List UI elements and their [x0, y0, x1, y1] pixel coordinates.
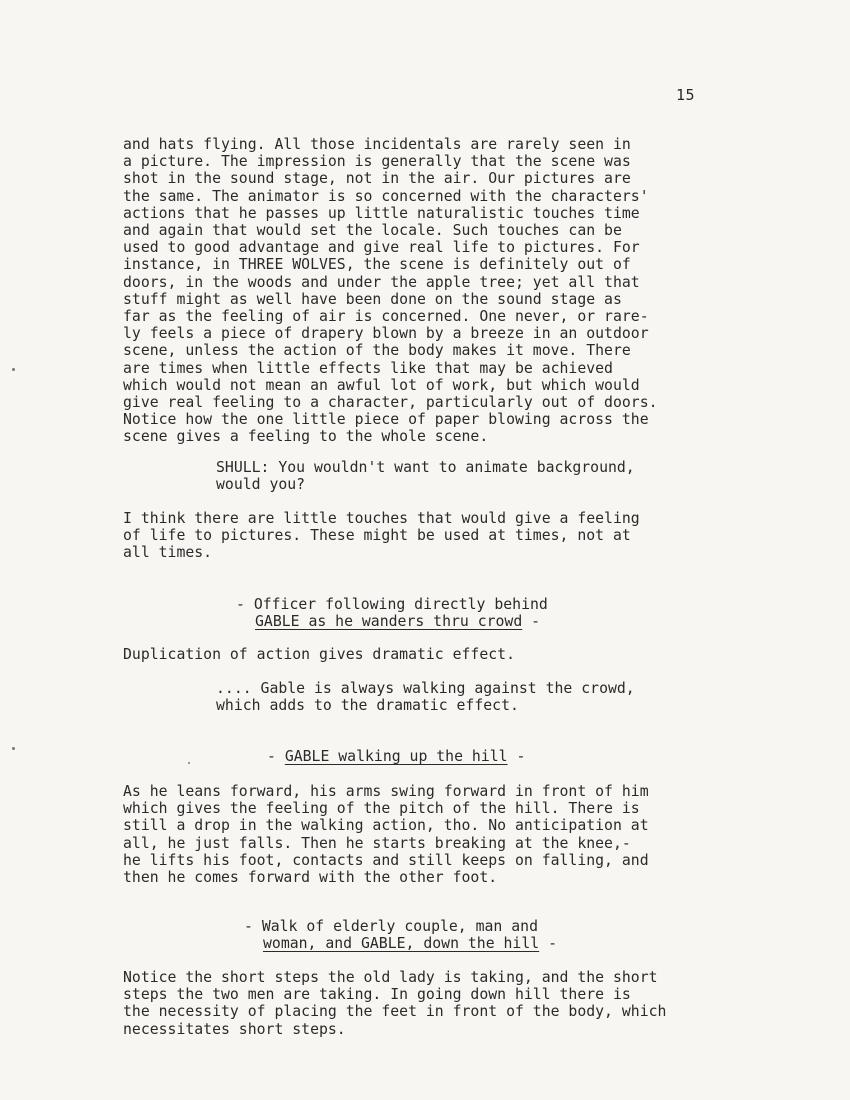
caption-underlined-text: GABLE as he wanders thru crowd [255, 613, 523, 631]
paragraph-incidentals [123, 136, 658, 446]
paragraph-line: .... Gable is always walking against the crowd, [216, 680, 635, 697]
paragraph-line: the same. The animator is so concerned with the characters' [123, 187, 649, 205]
paragraph-line: doors, in the woods and under the apple tree; yet all that [123, 273, 640, 291]
paragraph-against-crowd [216, 680, 635, 714]
dialogue-line: would you? [216, 476, 306, 494]
paragraph-line: he lifts his foot, contacts and still keeps on falling, and [123, 851, 649, 869]
caption-line: - Officer following directly behind [236, 596, 548, 613]
paragraph-line: shot in the sound stage, not in the air. Our pictures are [123, 170, 631, 188]
paragraph-line: then he comes forward with the other foot. [123, 869, 498, 887]
scene-caption-elderly-couple [244, 918, 557, 952]
caption-dash: - [539, 935, 557, 953]
scene-caption-officer [236, 596, 548, 630]
paragraph-line: Duplication of action gives dramatic effect. [123, 646, 515, 663]
paragraph-line: far as the feeling of air is concerned. One never, or rare- [123, 308, 649, 326]
paragraph-line: still a drop in the walking action, tho. No anticipation at [123, 817, 649, 835]
caption-line [236, 613, 548, 630]
paragraph-line: are times when little effects like that may be achieved [123, 359, 613, 377]
paragraph-line: all times. [123, 544, 213, 562]
paragraph-line: instance, in THREE WOLVES, the scene is definitely out of [123, 256, 631, 274]
paper-speck [188, 762, 190, 764]
paragraph-line: scene gives a feeling to the whole scene. [123, 428, 489, 446]
caption-line: - Walk of elderly couple, man and [244, 918, 538, 935]
paragraph-line: which adds to the dramatic effect. [216, 697, 519, 715]
shull-question [216, 459, 635, 493]
paragraph-line: of life to pictures. These might be used at times, not at [123, 527, 631, 545]
paragraph-line: ly feels a piece of drapery blown by a breeze in an outdoor [123, 325, 649, 343]
caption-dash: - [267, 748, 285, 765]
paragraph-line: I think there are little touches that would give a feeling [123, 510, 640, 527]
paper-speck [12, 747, 15, 750]
paragraph-line: give real feeling to a character, particularly out of doors. [123, 394, 658, 412]
paragraph-duplication [123, 646, 515, 663]
page-number: 15 [676, 86, 696, 104]
dialogue-line: SHULL: You wouldn't want to animate background, [216, 459, 635, 476]
caption-dash: - [522, 613, 541, 631]
paragraph-line: As he leans forward, his arms swing forward in front of him [123, 783, 649, 800]
paragraph-line: the necessity of placing the feet in front of the body, which [123, 1003, 667, 1021]
paragraph-line: necessitates short steps. [123, 1020, 346, 1038]
paragraph-line: and again that would set the locale. Such touches can be [123, 222, 622, 240]
paragraph-little-touches [123, 510, 640, 562]
paragraph-walking-up [123, 783, 649, 886]
paragraph-short-steps [123, 969, 666, 1038]
paragraph-line: actions that he passes up little naturalistic touches time [123, 204, 640, 222]
paragraph-line: scene, unless the action of the body makes it move. There [123, 342, 631, 360]
paper-speck [12, 368, 15, 371]
paragraph-line: which would not mean an awful lot of work, but which would [123, 376, 640, 394]
caption-line [244, 935, 557, 952]
paragraph-line: Notice how the one little piece of paper blowing across the [123, 411, 649, 429]
paragraph-line: Notice the short steps the old lady is taking, and the short [123, 969, 658, 986]
paragraph-line: which gives the feeling of the pitch of the hill. There is [123, 800, 640, 818]
paragraph-line: steps the two men are taking. In going down hill there is [123, 986, 631, 1004]
paragraph-line: stuff might as well have been done on the sound stage as [123, 290, 622, 308]
scene-caption-hill [267, 748, 525, 765]
caption-dash: - [507, 748, 526, 765]
caption-underlined-text: GABLE walking up the hill [284, 748, 508, 765]
paragraph-line: all, he just falls. Then he starts breaking at the knee,- [123, 834, 631, 852]
paragraph-line: used to good advantage and give real life to pictures. For [123, 239, 640, 257]
caption-underlined-text: woman, and GABLE, down the hill [263, 935, 540, 953]
paragraph-line: a picture. The impression is generally that the scene was [123, 153, 631, 171]
caption-line [267, 748, 525, 765]
paragraph-line: and hats flying. All those incidentals are rarely seen in [123, 136, 631, 153]
